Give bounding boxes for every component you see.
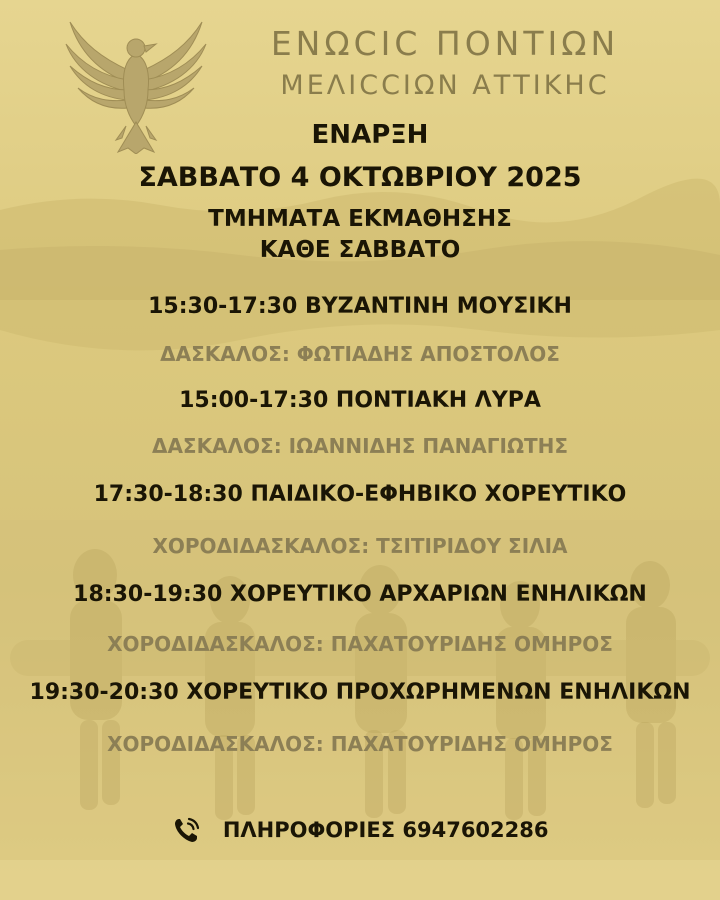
schedule-teacher-4: ΧΟΡΟΔΙΔΑΣΚΑΛΟΣ: ΠΑΧΑΤΟΥΡΙΔΗΣ ΟΜΗΡΟΣ	[107, 632, 613, 656]
schedule-teacher-2: ΔΑΣΚΑΛΟΣ: ΙΩΑΝΝΙΔΗΣ ΠΑΝΑΓΙΩΤΗΣ	[151, 434, 569, 458]
organization-location: ΜΕΛΙϹϹΙΩΝ ΑΤΤΙΚΗϹ	[280, 70, 610, 101]
organization-name: ΕΝΩϹΙϹ ΠΟΝΤΙΩΝ	[270, 24, 620, 63]
schedule-slot-5: 19:30-20:30 ΧΟΡΕΥΤΙΚΟ ΠΡΟΧΩΡΗΜΕΝΩΝ ΕΝΗΛΙΚΩΝ	[29, 680, 691, 705]
contact-info	[0, 815, 720, 845]
phone-icon	[172, 815, 202, 845]
schedule-teacher-1: ΔΑΣΚΑΛΟΣ: ΦΩΤΙΑΔΗΣ ΑΠΟΣΤΟΛΟΣ	[160, 342, 560, 366]
schedule-slot-2: 15:00-17:30 ΠΟΝΤΙΑΚΗ ΛΥΡΑ	[179, 388, 541, 413]
frequency-label: ΚΑΘΕ ΣΑΒΒΑΤΟ	[259, 237, 461, 263]
schedule-slot-3: 17:30-18:30 ΠΑΙΔΙΚΟ-ΕΦΗΒΙΚΟ ΧΟΡΕΥΤΙΚΟ	[93, 482, 627, 507]
schedule-slot-4: 18:30-19:30 ΧΟΡΕΥΤΙΚΟ ΑΡΧΑΡΙΩΝ ΕΝΗΛΙΚΩΝ	[73, 582, 647, 607]
schedule-teacher-5: ΧΟΡΟΔΙΔΑΣΚΑΛΟΣ: ΠΑΧΑΤΟΥΡΙΔΗΣ ΟΜΗΡΟΣ	[107, 732, 613, 756]
start-date: ΣΑΒΒΑΤΟ 4 ΟΚΤΩΒΡΙΟΥ 2025	[138, 162, 582, 193]
schedule-slot-1: 15:30-17:30 ΒΥΖΑΝΤΙΝΗ ΜΟΥΣΙΚΗ	[148, 294, 572, 319]
schedule-teacher-3: ΧΟΡΟΔΙΔΑΣΚΑΛΟΣ: ΤΣΙΤΙΡΙΔΟΥ ΣΙΛΙΑ	[152, 534, 568, 558]
contact-phone-text: ΠΛΗΡΟΦΟΡΙΕΣ 6947602286	[222, 818, 549, 842]
start-label: ΕΝΑΡΞΗ	[311, 120, 429, 150]
double-headed-eagle-icon	[62, 14, 210, 154]
sections-label: ΤΜΗΜΑΤΑ ΕΚΜΑΘΗΣΗΣ	[208, 206, 512, 232]
